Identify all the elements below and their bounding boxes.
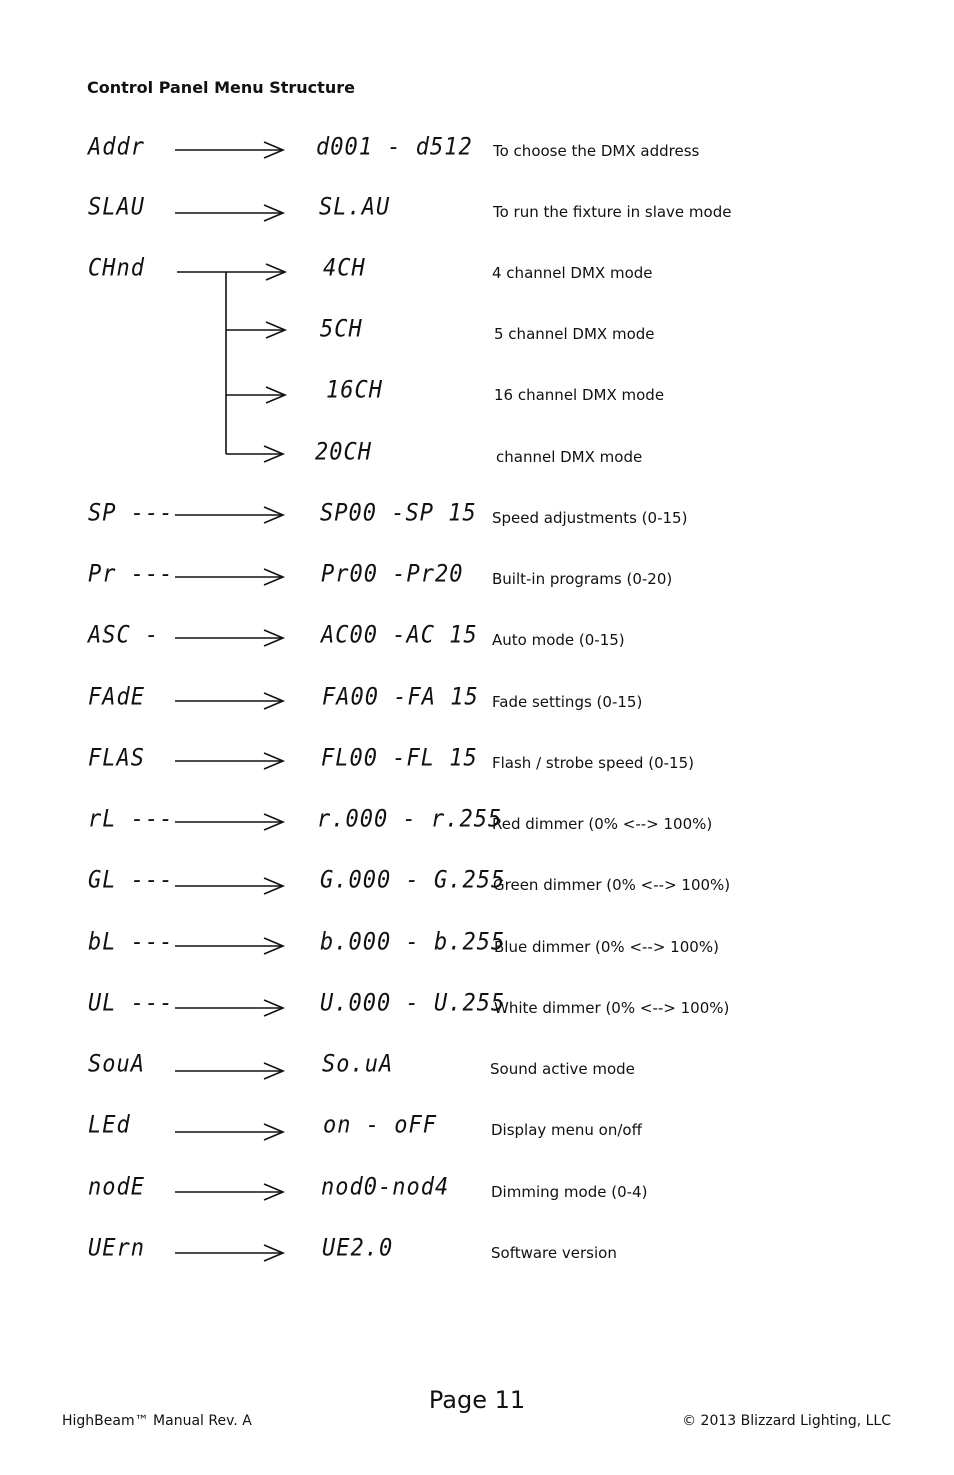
menu-value: 5CH — [320, 315, 363, 343]
arrow-icon — [175, 753, 283, 769]
menu-value: on - oFF — [323, 1111, 437, 1139]
menu-value: b.000 - b.255 — [320, 928, 506, 956]
menu-description: Fade settings (0-15) — [492, 693, 643, 711]
menu-description: 16 channel DMX mode — [494, 386, 665, 404]
menu-description: Auto mode (0-15) — [492, 631, 625, 649]
menu-description: To choose the DMX address — [493, 142, 700, 160]
menu-value: SP00 -SP 15 — [320, 499, 477, 527]
menu-code: SLAU — [88, 193, 145, 221]
menu-value: SL.AU — [319, 193, 391, 221]
menu-value: U.000 - U.255 — [320, 989, 506, 1017]
arrow-icon — [226, 446, 283, 462]
menu-code: UErn — [88, 1234, 145, 1262]
menu-description: 5 channel DMX mode — [494, 325, 655, 343]
arrow-icon — [175, 938, 283, 954]
arrow-icon — [175, 1184, 283, 1200]
menu-code: ASC - — [88, 621, 160, 649]
menu-code: UL --- — [88, 989, 174, 1017]
menu-code: SouA — [88, 1050, 145, 1078]
arrow-icon — [175, 569, 283, 585]
arrow-icon — [175, 507, 283, 523]
arrow-icon — [226, 322, 285, 338]
menu-description: Red dimmer (0% <--> 100%) — [492, 815, 713, 833]
menu-value: AC00 -AC 15 — [321, 621, 478, 649]
page-title: Control Panel Menu Structure — [87, 78, 355, 97]
menu-value: Pr00 -Pr20 — [321, 560, 464, 588]
menu-description: 4 channel DMX mode — [492, 264, 653, 282]
menu-description: Green dimmer (0% <--> 100%) — [493, 876, 731, 894]
arrow-icon — [177, 264, 285, 280]
menu-code: Pr --- — [88, 560, 174, 588]
menu-description: Display menu on/off — [491, 1121, 642, 1139]
menu-value: r.000 - r.255 — [317, 805, 503, 833]
menu-description: channel DMX mode — [496, 448, 643, 466]
menu-code: FAdE — [88, 683, 145, 711]
arrow-icon — [175, 1063, 283, 1079]
arrow-icon — [175, 205, 283, 221]
menu-value: nod0-nod4 — [321, 1173, 450, 1201]
footer-manual-revision: HighBeam™ Manual Rev. A — [62, 1413, 252, 1429]
arrow-icon — [175, 142, 283, 158]
arrow-icon — [175, 878, 283, 894]
menu-description: To run the fixture in slave mode — [493, 203, 732, 221]
menu-description: Speed adjustments (0-15) — [492, 509, 688, 527]
menu-code: CHnd — [88, 254, 145, 282]
menu-description: Software version — [491, 1244, 617, 1262]
menu-code: rL --- — [88, 805, 174, 833]
menu-code: LEd — [88, 1111, 131, 1139]
menu-code: GL --- — [88, 866, 174, 894]
menu-value: UE2.0 — [322, 1234, 394, 1262]
menu-value: FA00 -FA 15 — [322, 683, 479, 711]
menu-description: Built-in programs (0-20) — [492, 570, 673, 588]
arrow-icon — [175, 1000, 283, 1016]
menu-description: Sound active mode — [490, 1060, 635, 1078]
menu-code: Addr — [88, 133, 145, 161]
menu-value: FL00 -FL 15 — [321, 744, 478, 772]
arrow-icon — [175, 693, 283, 709]
arrow-icon — [175, 1245, 283, 1261]
page-number: Page 11 — [428, 1386, 526, 1414]
menu-code: bL --- — [88, 928, 174, 956]
menu-value: 4CH — [323, 254, 366, 282]
menu-description: White dimmer (0% <--> 100%) — [494, 999, 730, 1017]
menu-description: Blue dimmer (0% <--> 100%) — [494, 938, 719, 956]
menu-value: 16CH — [326, 376, 383, 404]
menu-code: nodE — [88, 1173, 145, 1201]
arrow-icon — [175, 1124, 283, 1140]
menu-description: Dimming mode (0-4) — [491, 1183, 648, 1201]
menu-value: So.uA — [322, 1050, 394, 1078]
menu-description: Flash / strobe speed (0-15) — [492, 754, 694, 772]
menu-value: 20CH — [315, 438, 372, 466]
menu-code: SP --- — [88, 499, 174, 527]
arrow-icon — [175, 630, 283, 646]
menu-value: d001 - d512 — [316, 133, 473, 161]
arrow-icon — [226, 387, 285, 403]
menu-code: FLAS — [88, 744, 145, 772]
arrow-icon — [175, 814, 283, 830]
menu-value: G.000 - G.255 — [320, 866, 506, 894]
footer-copyright: © 2013 Blizzard Lighting, LLC — [682, 1413, 891, 1429]
